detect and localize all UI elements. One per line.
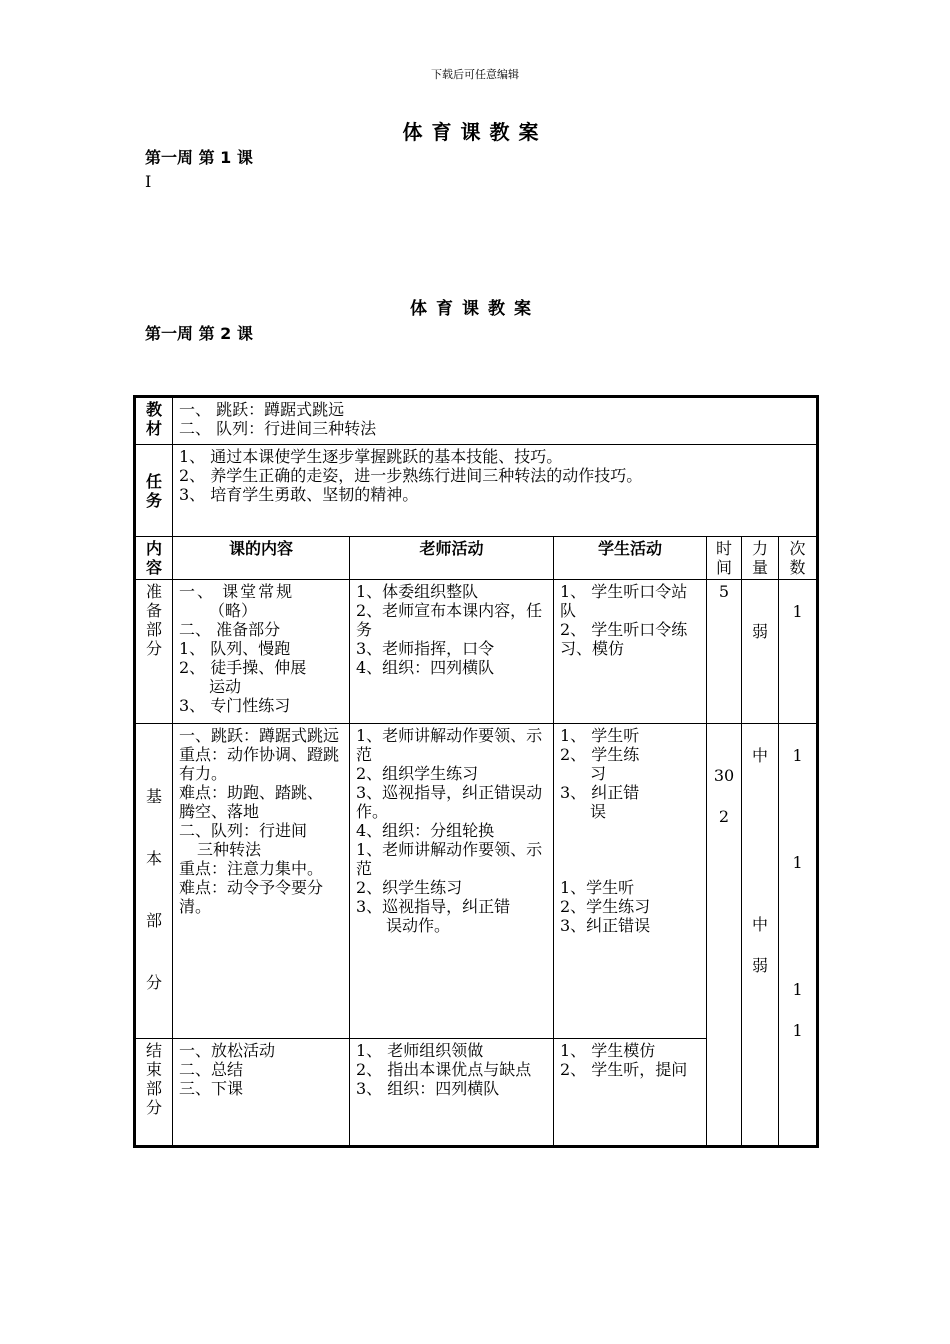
renwu-content: 1、 通过本课使学生逐步掌握跳跃的基本技能、技巧。 2、 养学生正确的走姿，进一步熟练行进间三种转法的动作技巧。 3、 培育学生勇敢、坚韧的精神。 [173,445,818,537]
jiaocai-content: 一、 跳跃：蹲踞式跳远 二、 队列：行进间三种转法 [173,397,818,445]
row-jiben [135,724,818,1039]
week-lesson-2: 第一周 第 2 课 [145,324,253,343]
jieshu-student: 1、 学生模仿 2、 学生听，提问 [554,1039,707,1147]
page-header: 下载后可任意编辑 [431,68,519,81]
header-count: 次数 [779,537,818,580]
row-headers [135,537,818,580]
jieshu-label: 结束部分 [135,1039,173,1147]
zhunbei-content: 一、 课堂常规 （略） 二、 准备部分 1、 队列、慢跑 2、 徒手操、伸展 运动 3、 专门性练习 [173,580,350,724]
page-title-2: 体育课教案 [410,299,540,319]
row-zhunbei [135,580,818,724]
jiben-time: 30 2 [707,724,742,1147]
zhunbei-student: 1、 学生听口令站队 2、 学生听口令练习、模仿 [554,580,707,724]
renwu-label: 任务 [135,445,173,537]
jiben-student: 1、 学生听 2、 学生练 习 3、 纠正错 误 1、学生听 2、学生练习 3、纠正错误 [554,724,707,1039]
row-renwu [135,445,818,537]
page-title-1: 体育课教案 [402,120,548,144]
jiben-label: 基本部分 [135,724,173,1039]
jiaocai-label: 教材 [135,397,173,445]
jieshu-teacher: 1、 老师组织领做 2、 指出本课优点与缺点 3、 组织：四列横队 [350,1039,554,1147]
week-lesson-1: 第一周 第 1 课 [145,148,253,167]
header-time: 时间 [707,537,742,580]
jiben-count: 1 1 1 1 [779,724,818,1147]
row-jiaocai [135,397,818,445]
zhunbei-time: 5 [707,580,742,724]
header-ke: 课的内容 [173,537,350,580]
header-teacher: 老师活动 [350,537,554,580]
jiben-content: 一、跳跃：蹲踞式跳远 重点：动作协调、蹬跳有力。 难点：助跑、踏跳、 腾空、落地 二、队列：行进间 三种转法 重点：注意力集中。 难点：动令予令要分清。 [173,724,350,1039]
lesson-plan-table [133,395,819,1148]
zhunbei-count: 1 [779,580,818,724]
zhunbei-teacher: 1、体委组织整队 2、老师宣布本课内容，任务 3、老师指挥，口令 4、组织：四列横队 [350,580,554,724]
jieshu-content: 一、放松活动 二、总结 三、下课 [173,1039,350,1147]
text-cursor: I [145,172,152,191]
header-student: 学生活动 [554,537,707,580]
header-neirong: 内容 [135,537,173,580]
header-force: 力量 [742,537,779,580]
jiben-force: 中 中 弱 [742,724,779,1147]
zhunbei-force: 弱 [742,580,779,724]
zhunbei-label: 准备部分 [135,580,173,724]
jiben-teacher: 1、老师讲解动作要领、示范 2、组织学生练习 3、巡视指导，纠正错误动作。 4、组织：分组轮换 1、老师讲解动作要领、示范 2、织学生练习 3、巡视指导，纠正错 误动作。 [350,724,554,1039]
